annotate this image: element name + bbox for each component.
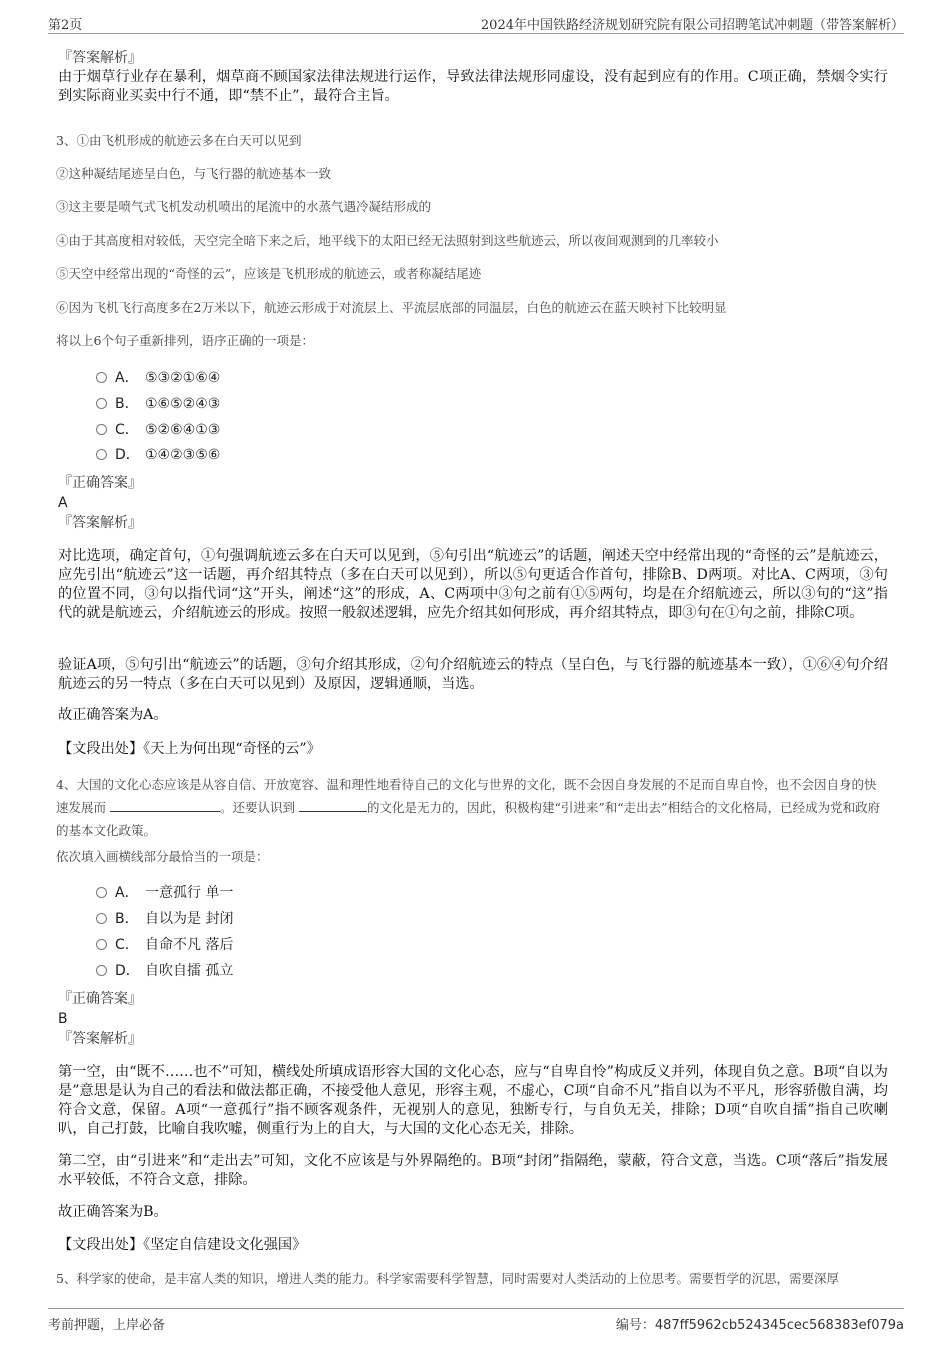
q4-stem: 4、大国的文化心态应该是从容自信、开放宽容、温和理性地看待自己的文化与世界的文化，既不会因自身发展的不足而自卑自怜，也不会因自身的快速发展而 。还要认识到 的文化是无力的，因此，积极构建“引进来”和“走出去”相结合的文化格局，已经成为党和政府的基本文化政策。 [56,777,881,838]
analysis-paragraph: 验证A项，⑤句引出“航迹云”的话题，③句介绍其形成，②句介绍航迹云的特点（呈白色，与飞行器的航迹基本一致），①⑥④句介绍航迹云的另一特点（多在白天可以见到）及原因，逻辑通顺，当选。 [58,657,888,692]
analysis-tag: 『答案解析』 [58,515,142,531]
analysis-tag: 『答案解析』 [58,50,142,66]
q4-answer-block [56,989,896,1049]
source-text: 【文段出处】《天上为何出现“奇怪的云”》 [58,741,321,757]
answer-value: A [58,495,68,511]
page-header [48,12,904,34]
analysis-paragraph: 故正确答案为B。 [58,1204,168,1220]
q4-option-b[interactable]: B． 自以为是 封闭 [96,909,233,929]
document-title: 2024年中国铁路经济规划研究院有限公司招聘笔试冲刺题（带答案解析） [480,18,904,33]
page-footer [48,1308,904,1332]
q4-analysis [56,1063,896,1139]
q3-source [56,740,896,759]
q4-prompt: 依次填入画横线部分最恰当的一项是： [56,849,269,864]
q4-conclusion [56,1203,896,1222]
analysis-paragraph: 对比选项，确定首句，①句强调航迹云多在白天可以见到，⑤句引出“航迹云”的话题，阐述天空中经常出现的“奇怪的云”是航迹云，应先引出“航迹云”这一话题，再介绍其特点（多在白天可以见到），所以⑤句更适合作首句，排除B、D两项。对比A、C两项，③句的位置不同，③句以指代词“这”开头，阐述“这”的形成，A、C两项中③句之前有①⑤两句，均是在介绍航迹云，所以③句的“这”指代的就是航迹云，介绍航迹云的形成。按照一般叙述逻辑，应先介绍其如何形成，再介绍其特点，即③句在①句之前，排除C项。 [58,548,888,621]
q3-analysis [56,547,896,623]
q4-option-c[interactable]: C． 自命不凡 落后 [96,935,233,955]
radio-icon[interactable] [96,913,107,924]
source-text: 【文段出处】《坚定自信建设文化强国》 [58,1237,307,1253]
q2-analysis [56,48,896,106]
q4-option-a[interactable]: A． 一意孤行 单一 [96,883,233,903]
q4-option-d[interactable]: D． 自吹自擂 孤立 [96,961,233,981]
analysis-paragraph: 故正确答案为A。 [58,707,168,723]
q3-sentence-2: ②这种凝结尾迹呈白色，与飞行器的航迹基本一致 [56,166,332,181]
q3-sentence-4: ④由于其高度相对较低，天空完全暗下来之后，地平线下的太阳已经无法照射到这些航迹云，所以夜间观测到的几率较小 [56,233,719,248]
radio-icon[interactable] [96,965,107,976]
document-id: 编号：487ff5962cb524345cec568383ef079a [615,1318,904,1333]
analysis-text: 由于烟草行业存在暴利，烟草商不顾国家法律法规进行运作，导致法律法规形同虚设，没有起到应有的作用。C项正确，禁烟令实行到实际商业买卖中行不通，即“禁不止”，最符合主旨。 [58,69,888,104]
radio-icon[interactable] [96,887,107,898]
page-number: 第2页 [48,18,83,33]
q3-conclusion [56,706,896,725]
q3-option-b[interactable]: B． ①⑥⑤②④③ [96,394,220,414]
radio-icon[interactable] [96,398,107,409]
q3-option-a[interactable]: A． ⑤③②①⑥④ [96,368,220,388]
answer-tag: 『正确答案』 [58,475,142,491]
analysis-tag: 『答案解析』 [58,1031,142,1047]
q3-sentence-1: 3、①由飞机形成的航迹云多在白天可以见到 [56,133,302,148]
answer-tag: 『正确答案』 [58,991,142,1007]
answer-value: B [58,1011,68,1027]
analysis-paragraph: 第一空，由“既不……也不”可知，横线处所填成语形容大国的文化心态，应与“自卑自怜”构成反义并列，体现自负之意。B项“自以为是”意思是认为自己的看法和做法都正确，不接受他人意见，形容主观，不虚心，C项“自命不凡”指自以为不平凡，形容骄傲自满，均符合文意，保留。A项“一意孤行”指不顾客观条件，无视别人的意见，独断专行，与自负无关，排除；D项“自吹自擂”指自己吹喇叭，自己打鼓，比喻自我吹嘘，侧重行为上的自大，与大国的文化心态无关，排除。 [58,1064,888,1137]
radio-icon[interactable] [96,449,107,460]
radio-icon[interactable] [96,424,107,435]
q3-sentence-3: ③这主要是喷气式飞机发动机喷出的尾流中的水蒸气遇冷凝结形成的 [56,199,432,214]
footer-slogan: 考前押题，上岸必备 [48,1318,166,1333]
q4-source [56,1236,896,1255]
q3-answer-block [56,473,896,533]
q3-option-d[interactable]: D． ①④②③⑤⑥ [96,445,220,465]
q5-stem: 5、科学家的使命，是丰富人类的知识，增进人类的能力。科学家需要科学智慧，同时需要对人类活动的上位思考。需要哲学的沉思，需要深厚 [56,1271,839,1286]
q3-sentence-6: ⑥因为飞机飞行高度多在2万米以下，航迹云形成于对流层上、平流层底部的同温层，白色的航迹云在蓝天映衬下比较明显 [56,300,727,315]
q3-verify [56,656,896,694]
radio-icon[interactable] [96,939,107,950]
q3-option-c[interactable]: C． ⑤②⑥④①③ [96,420,220,440]
q4-analysis-2 [56,1152,896,1190]
blank-1[interactable] [110,798,220,812]
analysis-paragraph: 第二空，由“引进来”和“走出去”可知，文化不应该是与外界隔绝的。B项“封闭”指隔绝，蒙蔽，符合文意，当选。C项“落后”指发展水平较低，不符合文意，排除。 [58,1153,888,1188]
q3-prompt: 将以上6个句子重新排列，语序正确的一项是： [56,333,314,348]
radio-icon[interactable] [96,372,107,383]
q3-sentence-5: ⑤天空中经常出现的“奇怪的云”，应该是飞机形成的航迹云，或者称凝结尾迹 [56,266,482,281]
blank-2[interactable] [299,798,367,812]
